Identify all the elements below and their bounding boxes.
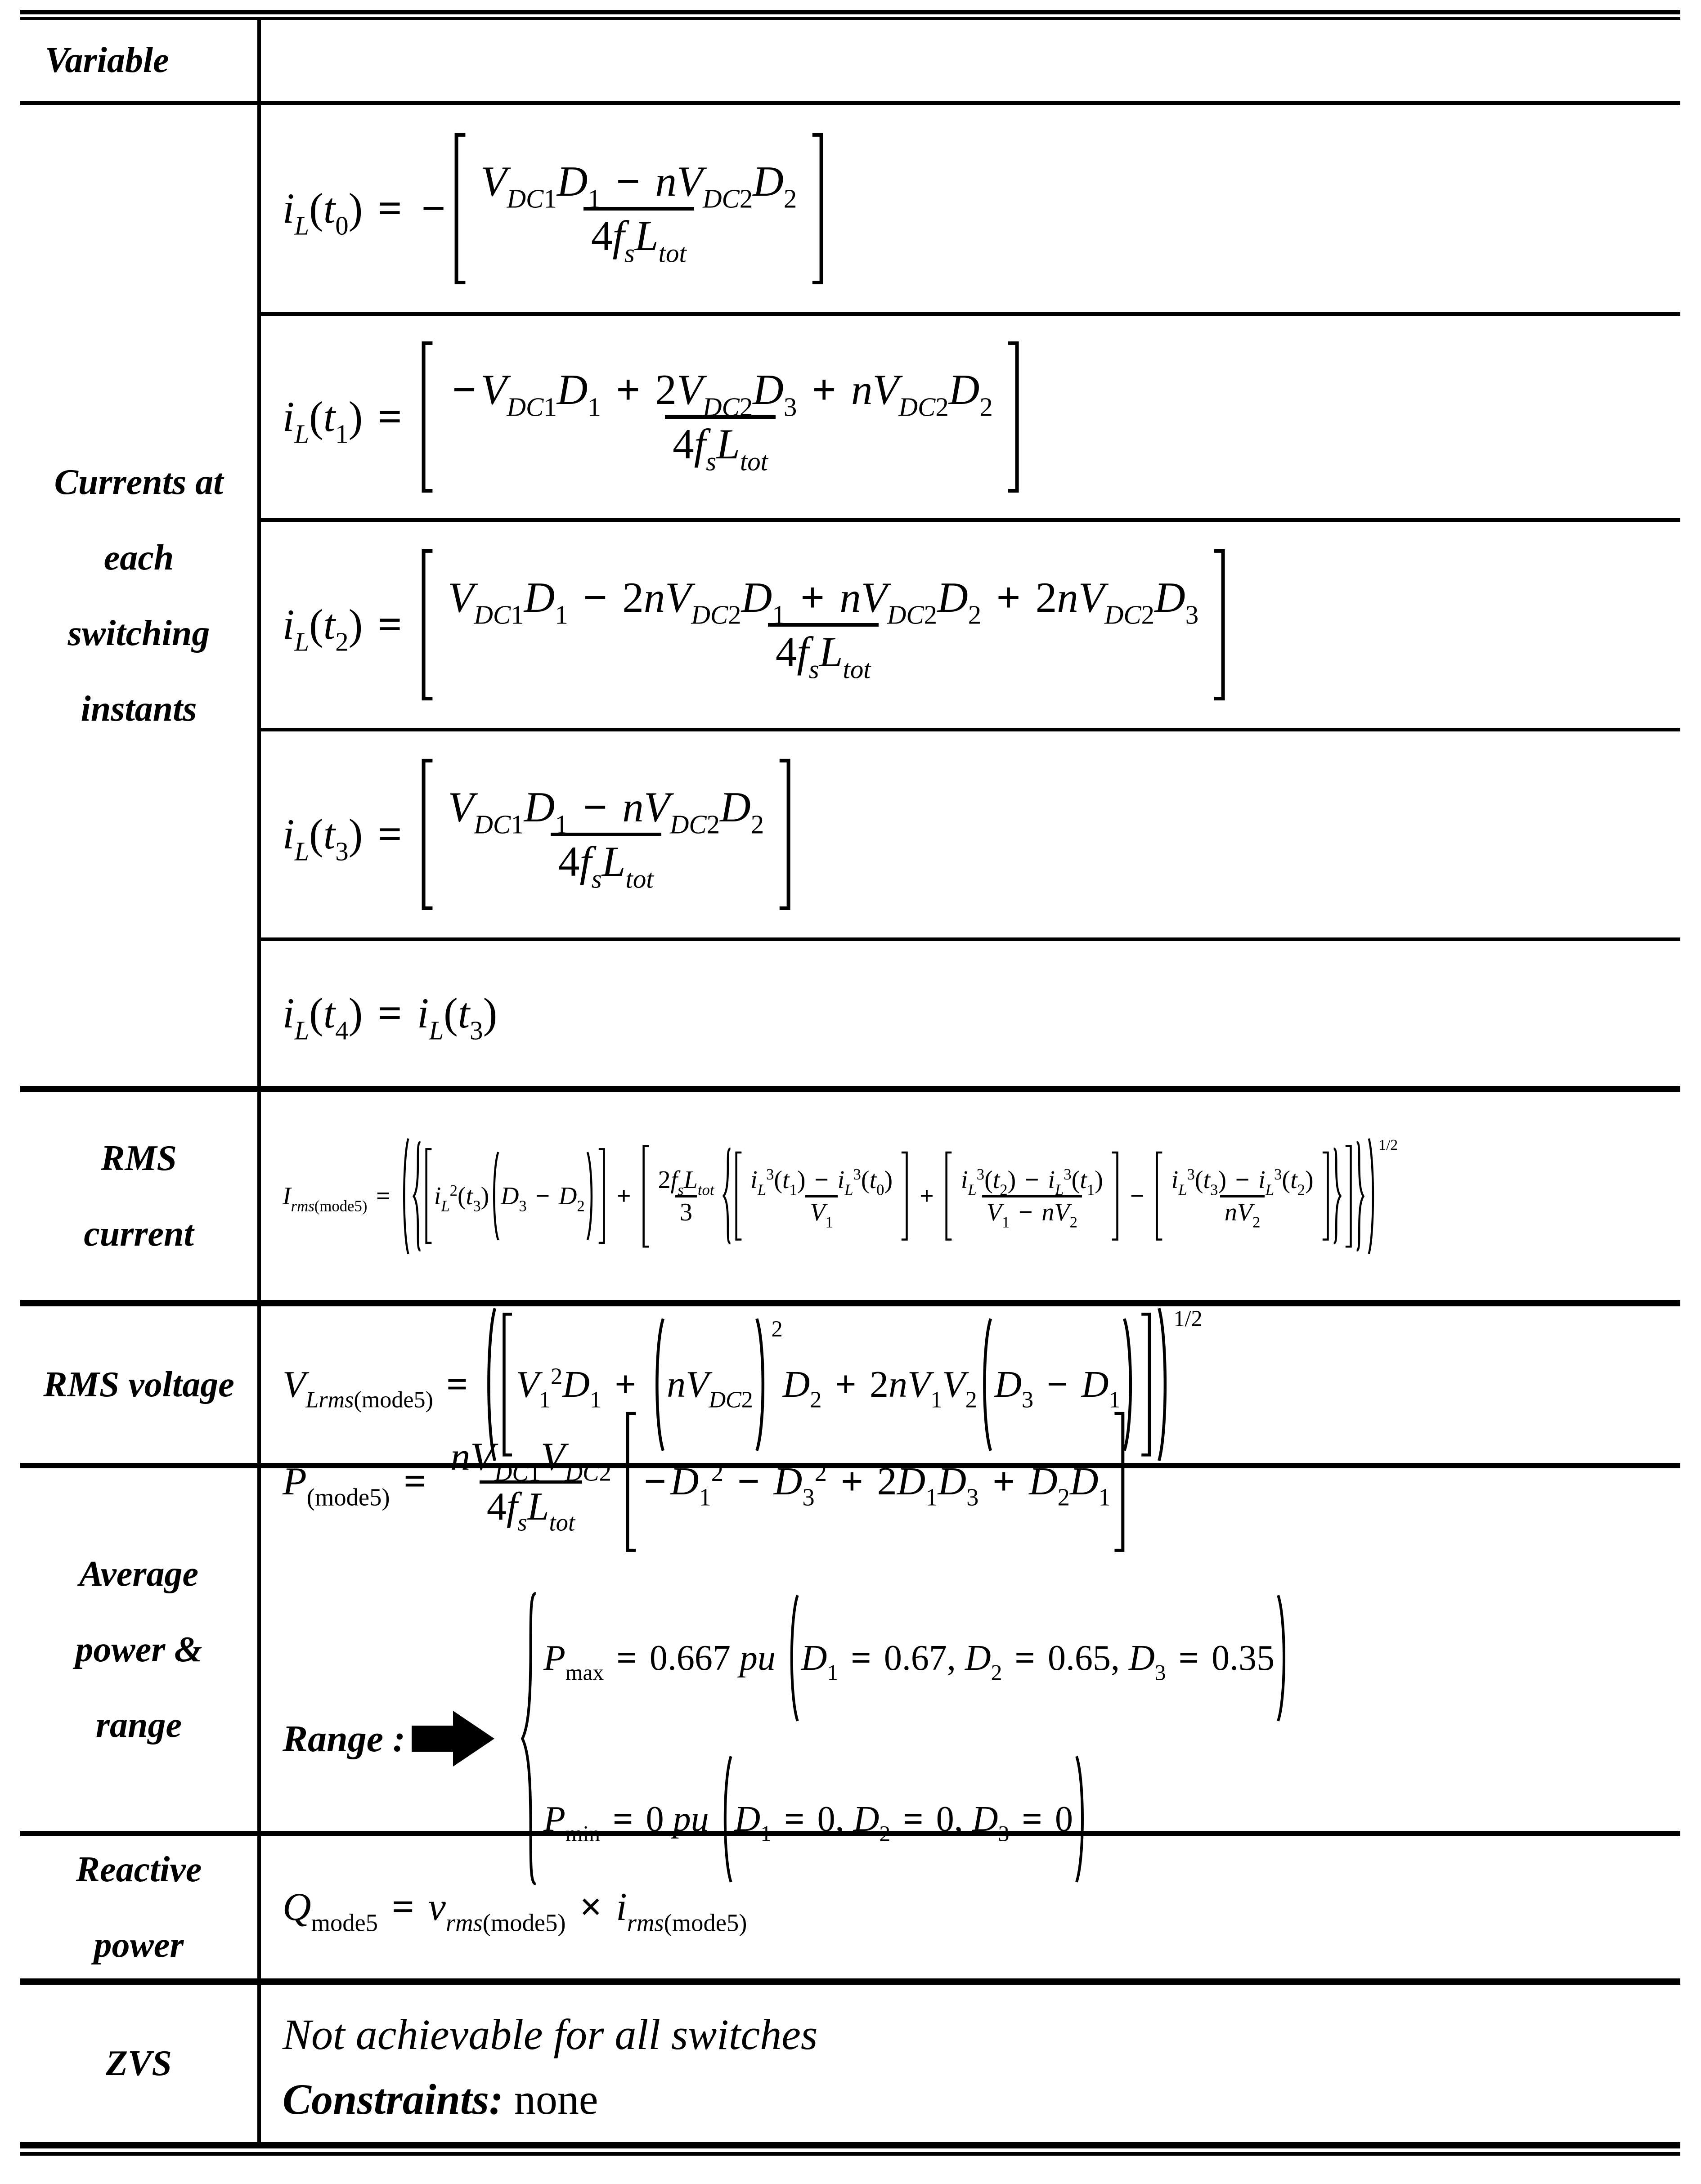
rms-current-row <box>20 1092 1680 1300</box>
column-header-variable: Variable <box>45 40 169 80</box>
bottom-rule-inner <box>20 2152 1680 2156</box>
zvs-constraints-label: Constraints: <box>283 2075 503 2123</box>
row-label-average-power: Average power & range <box>75 1554 202 1745</box>
equation-rms-voltage: $V_{Lrms(mode5)}$ = $V_1^2D_1$ + $nV_{DC2}$ $^2$ $D_2 + 2nV_1V_2$ $D_3 - D_1$ $^{1/2}$ <box>283 1306 1203 1463</box>
reactive-power-cell <box>261 1836 1680 1978</box>
equation-il-t3: $i_L(t_3)$ = $\frac{V_{DC1}D_1 - nV_{DC2}D_2}{4f_sL_{tot}}$ <box>283 758 795 911</box>
top-rule-outer <box>20 10 1680 14</box>
currents-equations-column <box>261 105 1680 1086</box>
average-power-cell <box>261 1435 1680 1846</box>
row-label-cell-zvs <box>20 1985 261 2142</box>
rule-below-header <box>20 101 1680 105</box>
rule-above-zvs <box>20 1978 1680 1985</box>
arrow-right-icon <box>412 1711 494 1767</box>
range-label: Range : <box>283 1718 405 1760</box>
range-case-pmin: $P_{min} = 0$ pu $D_1 = 0$, $D_2 = 0$, $D_3 = 0$ <box>543 1754 1090 1884</box>
header-row <box>20 20 1680 101</box>
row-label-cell-average-power <box>20 1468 261 1831</box>
rms-current-cell <box>261 1092 1680 1300</box>
mode5-summary-table <box>20 10 1680 2156</box>
arrow-head <box>453 1711 494 1767</box>
equation-il-t4: $i_L(t_4) = i_L(t_3)$ <box>283 989 498 1045</box>
equation-row-il-t4 <box>261 937 1680 1086</box>
row-label-reactive-power: Reactive power <box>76 1850 202 1965</box>
zvs-constraints <box>283 2074 598 2124</box>
range-case-pmax: $P_{max} = 0.667$ pu $D_1 = 0.67$, $D_2 = 0.65$, $D_3 = 0.35$ <box>543 1593 1291 1723</box>
reactive-power-row <box>20 1836 1680 1978</box>
row-label-zvs: ZVS <box>106 2044 172 2083</box>
equation-average-power: $P_{(mode5)}$ = $\frac{nV_{DC1}V_{DC2}}{4f_sL_{tot}}$ $-D_1^2 - D_3^2 + 2D_1D_3 + D_2D_1$ <box>283 1411 1129 1553</box>
equation-reactive-power: $Q_{mode5} = v_{rms(mode5)} \times i_{rms(mode5)}$ <box>283 1885 747 1937</box>
equation-row-il-t3 <box>261 728 1680 937</box>
zvs-note: Not achievable for all switches <box>283 2010 818 2058</box>
zvs-constraints-none: none <box>514 2075 598 2123</box>
average-power-row <box>20 1435 1680 1846</box>
equation-il-t0: $i_L(t_0)$ = − $\frac{V_{DC1}D_1 - nV_{DC2}D_2}{4f_sL_{tot}}$ <box>283 132 828 286</box>
row-label-cell-rms-current <box>20 1092 261 1300</box>
row-label-cell-reactive-power <box>20 1836 261 1978</box>
currents-row <box>20 105 1680 1086</box>
row-label-rms-current: RMS current <box>84 1139 194 1254</box>
header-cell-variable <box>20 20 261 101</box>
row-label-currents: Currents at each switching instants <box>54 462 224 729</box>
zvs-cell <box>261 1985 1680 2142</box>
equation-row-il-t1 <box>261 312 1680 518</box>
bottom-rule-gap <box>20 2148 1680 2152</box>
bottom-rule-outer <box>20 2142 1680 2148</box>
equation-rms-current: $I_{rms(mode5)}$ = $i_L^2(t_3)$ $D_3 - D_2$ + $\frac{2f_sL_{tot}}{3}$ $\frac{i_L^3(t_1) - i_L^3(t_0)}{V_1}$ + $\frac{i_L^3(t_2) - i_L^3(t_1)}{V_1 - nV_2}$ − $\frac{i_L^3(t_3) - i_L^3(t_2)}{nV_2}$ $^{1/2}$ <box>283 1137 1398 1256</box>
equation-il-t2: $i_L(t_2)$ = $\frac{V_{DC1}D_1 - 2nV_{DC2}D_1 + nV_{DC2}D_2 + 2nV_{DC2}D_3}{4f_sL_{tot}}$ <box>283 548 1230 702</box>
row-label-cell-currents <box>20 105 261 1086</box>
equation-row-il-t2 <box>261 518 1680 728</box>
row-label-rms-voltage: RMS voltage <box>43 1365 234 1404</box>
header-cell-empty <box>261 20 1680 101</box>
rule-above-rms-voltage <box>20 1300 1680 1306</box>
equation-row-il-t0 <box>261 105 1680 312</box>
equation-il-t1: $i_L(t_1)$ = $\frac{- V_{DC1}D_1 + 2V_{DC2}D_3 + nV_{DC2}D_2}{4f_sL_{tot}}$ <box>283 340 1023 494</box>
zvs-row <box>20 1985 1680 2142</box>
row-label-cell-rms-voltage <box>20 1306 261 1463</box>
rule-above-rms-current <box>20 1086 1680 1092</box>
zvs-constraints-value <box>503 2075 514 2123</box>
arrow-shaft <box>412 1726 453 1752</box>
